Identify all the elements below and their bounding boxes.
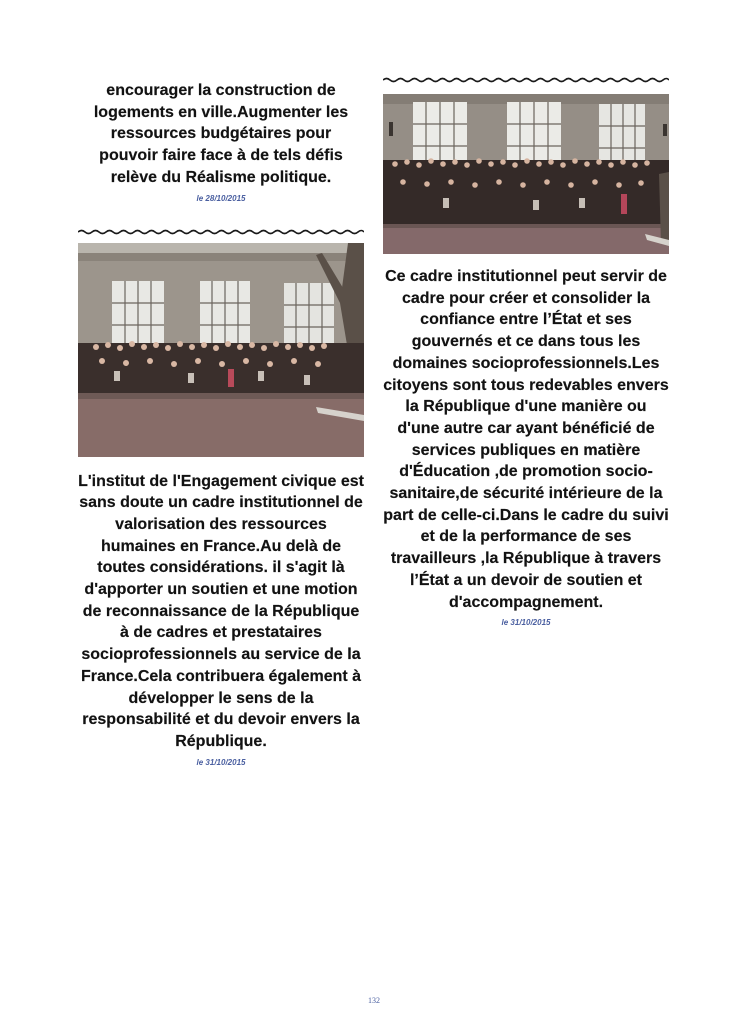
group-photo-right	[383, 94, 669, 254]
right-paragraph: Ce cadre institutionnel peut servir de cadre pour créer et consolider la confiance entre l’État et ses gouvernés et ce dans tous les domaines socioprofessionnels.Les citoyens sont tous redevables envers la République d'une manière ou d'une autre car ayant bénéficié de services publiques en matière d'Éducation ,de promotion socio-sanitaire,de sécurité intérieure de la part de celle-ci.Dans le cadre du suivi et de la performance de ses travailleurs ,la République à travers l’État a un devoir de soutien et d'accompagnement.	[383, 268, 669, 611]
left-main-date: le 31/10/2015	[196, 757, 246, 767]
left-column	[78, 80, 364, 768]
left-top-paragraph: encourager la construction de logements en ville.Augmenter les ressources budgétaires pour pouvoir faire face à de tels défis relève du Réalisme politique.	[93, 82, 349, 186]
right-column	[383, 76, 669, 628]
right-date: le 31/10/2015	[501, 618, 551, 628]
group-photo-left	[78, 243, 364, 457]
left-main-paragraph: L'institut de l'Engagement civique est sans doute un cadre institutionnel de valorisation des ressources humaines en France.Au delà de toutes considérations. il s'agit là d'apporter un soutien et une motion de reconnaissance de la République à de cadres et prestataires socioprofessionnels au service de la France.Cela contribuera également à développer le sens de la responsabilité et du devoir envers la République.	[78, 472, 364, 750]
wavy-divider	[383, 76, 669, 84]
page-number: 132	[368, 996, 380, 1005]
left-top-date: le 28/10/2015	[196, 193, 246, 203]
wavy-divider	[78, 228, 364, 236]
